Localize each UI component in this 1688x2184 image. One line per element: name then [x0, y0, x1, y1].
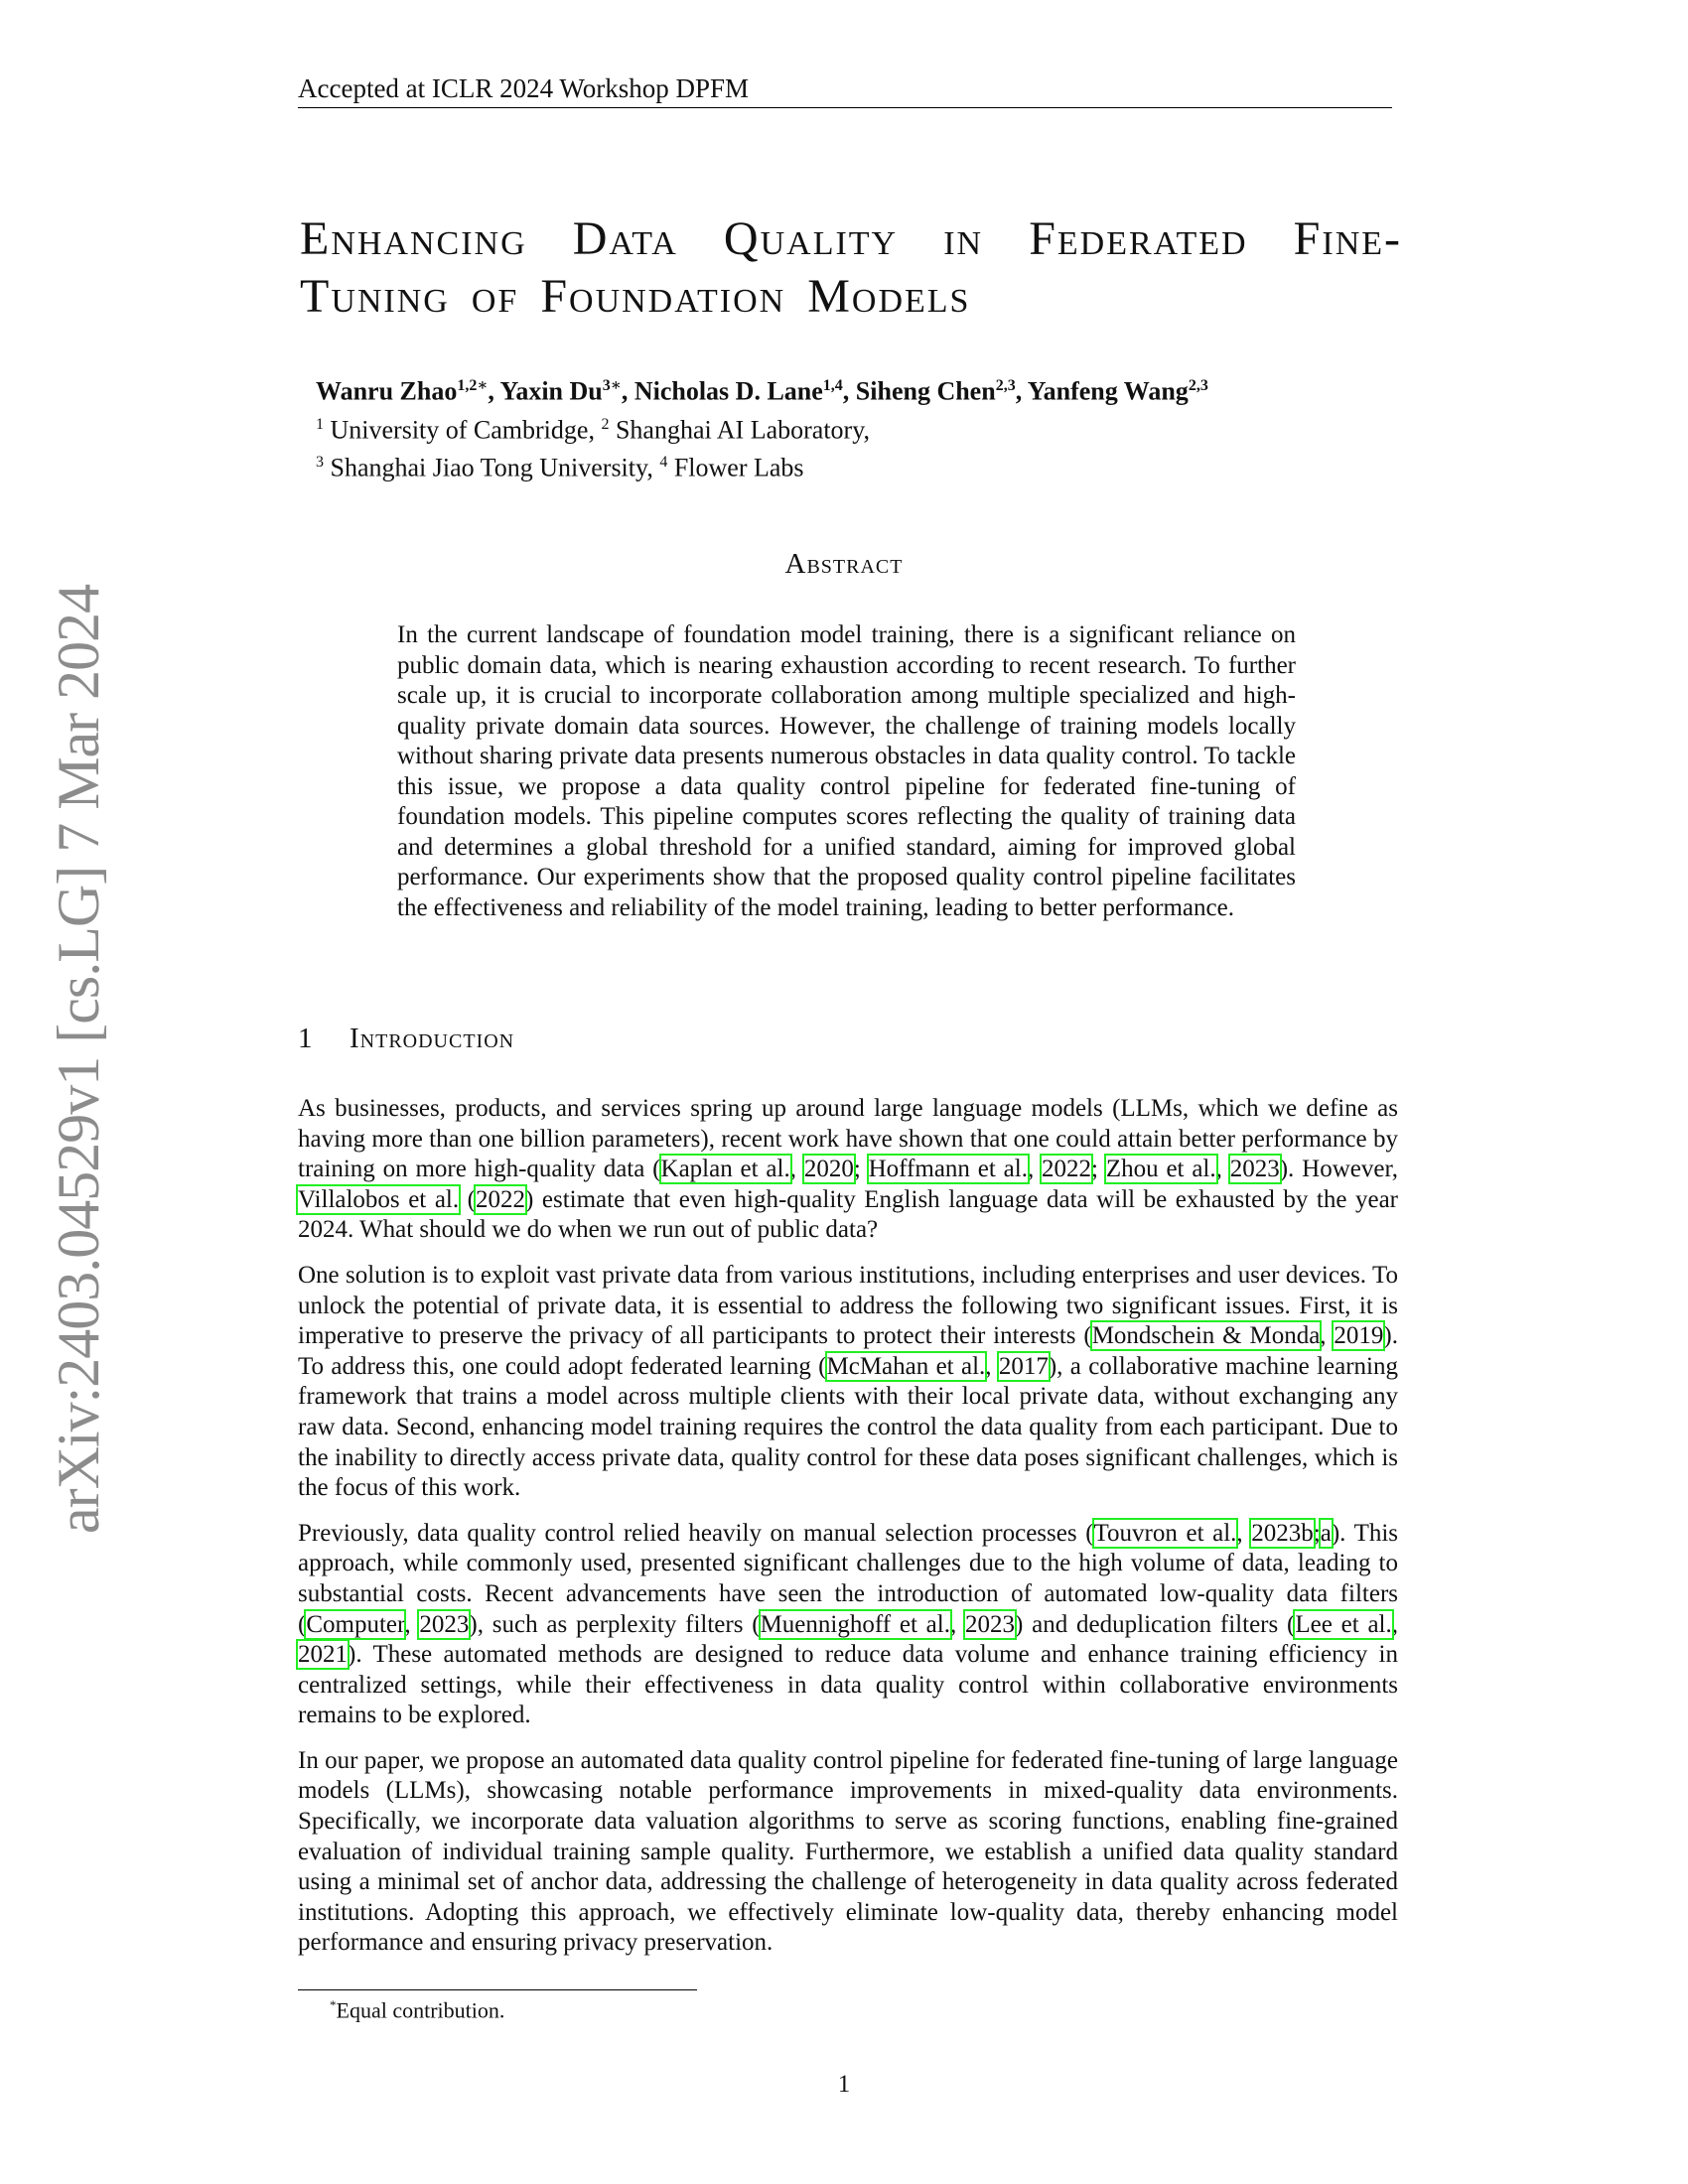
- citation-link[interactable]: Lee et al.: [1295, 1610, 1392, 1638]
- paper-title: Enhancing Data Quality in Federated Fine-Tuning of Foundation Models: [300, 212, 1402, 323]
- arxiv-identifier-stamp[interactable]: arXiv:2403.04529v1 [cs.LG] 7 Mar 2024: [46, 584, 111, 1534]
- citation-link[interactable]: 2019: [1334, 1322, 1384, 1350]
- citation-link[interactable]: 2021: [298, 1641, 348, 1669]
- affiliation-line-1: [316, 408, 1208, 447]
- author-name: Nicholas D. Lane: [633, 376, 823, 406]
- affiliation-mark: 2: [601, 415, 610, 433]
- affiliation-mark: 4: [659, 454, 668, 472]
- author-list: Wanru Zhao$^{1,2∗}$, Yaxin $Du^{3∗}$, Nicholas D. Lane$^{1,4}$, Siheng Chen$^{2,3}$, Yanfeng Wang$^{2,3}$: [316, 376, 1208, 406]
- citation-link[interactable]: Mondschein & Monda: [1091, 1322, 1321, 1350]
- citation-link[interactable]: 2023b: [1251, 1519, 1314, 1547]
- author-name: Wanru Zhao: [316, 376, 458, 406]
- citation-link[interactable]: Hoffmann et al.: [868, 1156, 1028, 1183]
- citation-link[interactable]: 2023: [965, 1610, 1016, 1638]
- citation-link[interactable]: 2020: [803, 1156, 854, 1183]
- author-name: Siheng Chen: [855, 376, 996, 406]
- citation-link[interactable]: 2022: [476, 1185, 525, 1213]
- footnote-divider: [298, 1989, 697, 1990]
- footnote-text: Equal contribution.: [336, 1997, 505, 2023]
- citation-link[interactable]: McMahan et al.: [826, 1352, 986, 1380]
- section-number: 1: [298, 1023, 314, 1054]
- body-paragraph: As businesses, products, and services spring up around large language models (LLMs, which we define as having more than one billion parameters), recent work have shown that one could attain better performance by training on more high-quality data (Kaplan et al., 2020; Hoffmann et al., 2022; Zhou et al., 2023). However, Villalobos et al. (2022) estimate that even high-quality English language data will be exhausted by the year 2024. What should we do when we run out of public data?: [298, 1095, 1399, 1244]
- footnote: [330, 1997, 504, 2023]
- author-affiliation-mark: 3∗: [602, 377, 622, 394]
- body-paragraph: Previously, data quality control relied heavily on manual selection processes (Touvron et al., 2023b;a). This approach, while commonly used, presented significant challenges due to the high volume of data, leading to substantial costs. Recent advancements have seen the introduction of automated low-quality data filters (Computer, 2023), such as perplexity filters (Muennighoff et al., 2023) and deduplication filters (Lee et al., 2021). These automated methods are designed to reduce data volume and enhance training efficiency in centralized settings, while their effectiveness in data quality control within collaborative environments remains to be explored.: [298, 1519, 1399, 1729]
- author-name: Yanfeng Wang: [1027, 376, 1189, 406]
- citation-link[interactable]: Muennighoff et al.: [760, 1610, 950, 1638]
- citation-link[interactable]: 2022: [1042, 1156, 1092, 1183]
- body-paragraph: In our paper, we propose an automated data quality control pipeline for federated fine-tuning of large language models (LLMs), showcasing notable performance improvements in mixed-quality data environments. Specifically, we incorporate data valuation algorithms to serve as scoring functions, enabling fine-grained evaluation of individual training sample quality. Furthermore, we establish a unified data quality standard using a minimal set of anchor data, addressing the challenge of heterogeneity in data quality across federated institutions. Adopting this approach, we effectively eliminate low-quality data, thereby enhancing model performance and ensuring privacy preservation.: [298, 1746, 1398, 1957]
- body-paragraph: One solution is to exploit vast private data from various institutions, including enterprises and user devices. To unlock the potential of private data, it is essential to address the following two significant issues. First, it is imperative to preserve the privacy of all participants to protect their interests (Mondschein & Monda, 2019). To address this, one could adopt federated learning (McMahan et al., 2017), a collaborative machine learning framework that trains a model across multiple clients with their local private data, without exchanging any raw data. Second, enhancing model training requires the control the data quality from each participant. Due to the inability to directly access private data, quality control for these data poses significant challenges, which is the focus of this work.: [298, 1261, 1398, 1502]
- citation-link[interactable]: 2023: [419, 1610, 470, 1638]
- affiliation-name: Shanghai AI Laboratory,: [609, 415, 871, 445]
- footnote-mark: *: [330, 1997, 337, 2012]
- citation-link[interactable]: Zhou et al.: [1105, 1156, 1216, 1183]
- abstract-heading: Abstract: [784, 548, 904, 580]
- section-heading-introduction: [298, 1023, 514, 1055]
- affiliation-name: Flower Labs: [667, 453, 804, 482]
- citation-link[interactable]: Villalobos et al.: [298, 1185, 460, 1213]
- author-block: [316, 369, 1208, 484]
- author-affiliation-mark: 2,3: [1188, 377, 1208, 394]
- author-affiliation-mark: 1,4: [822, 377, 843, 394]
- affiliation-mark: 3: [316, 454, 324, 472]
- affiliation-name: University of Cambridge,: [324, 415, 602, 445]
- section-title: Introduction: [350, 1023, 515, 1054]
- author-affiliation-mark: 2,3: [995, 377, 1016, 394]
- affiliation-name: Shanghai Jiao Tong University,: [324, 453, 660, 482]
- abstract-text: In the current landscape of foundation model training, there is a significant reliance on public domain data, which is nearing exhaustion according to recent research. To further scale up, it is crucial to incorporate collaboration among multiple specialized and high-quality private domain data sources. However, the challenge of training models locally without sharing private data presents numerous obstacles in data quality control. To tackle this issue, we propose a data quality control pipeline for federated fine-tuning of foundation models. This pipeline computes scores reflecting the quality of training data and determines a global threshold for a unified standard, aiming for improved global performance. Our experiments show that the proposed quality control pipeline facilitates the effectiveness and reliability of the model training, leading to better performance.: [397, 621, 1296, 921]
- citation-link[interactable]: a: [1320, 1519, 1332, 1547]
- citation-link[interactable]: 2023: [1229, 1156, 1280, 1183]
- affiliation-mark: 1: [316, 415, 324, 433]
- running-head: Accepted at ICLR 2024 Workshop DPFM: [298, 71, 1392, 108]
- author-name: Yaxin Du: [499, 376, 603, 406]
- citation-link[interactable]: Touvron et al.: [1093, 1519, 1237, 1547]
- section-body: [298, 1094, 1398, 1974]
- citation-link[interactable]: 2017: [998, 1352, 1049, 1380]
- author-affiliation-mark: 1,2∗: [457, 377, 489, 394]
- citation-link[interactable]: Computer: [306, 1610, 405, 1638]
- citation-link[interactable]: Kaplan et al.: [660, 1156, 790, 1183]
- page-number: 1: [837, 2071, 851, 2098]
- affiliation-line-2: [316, 446, 1208, 484]
